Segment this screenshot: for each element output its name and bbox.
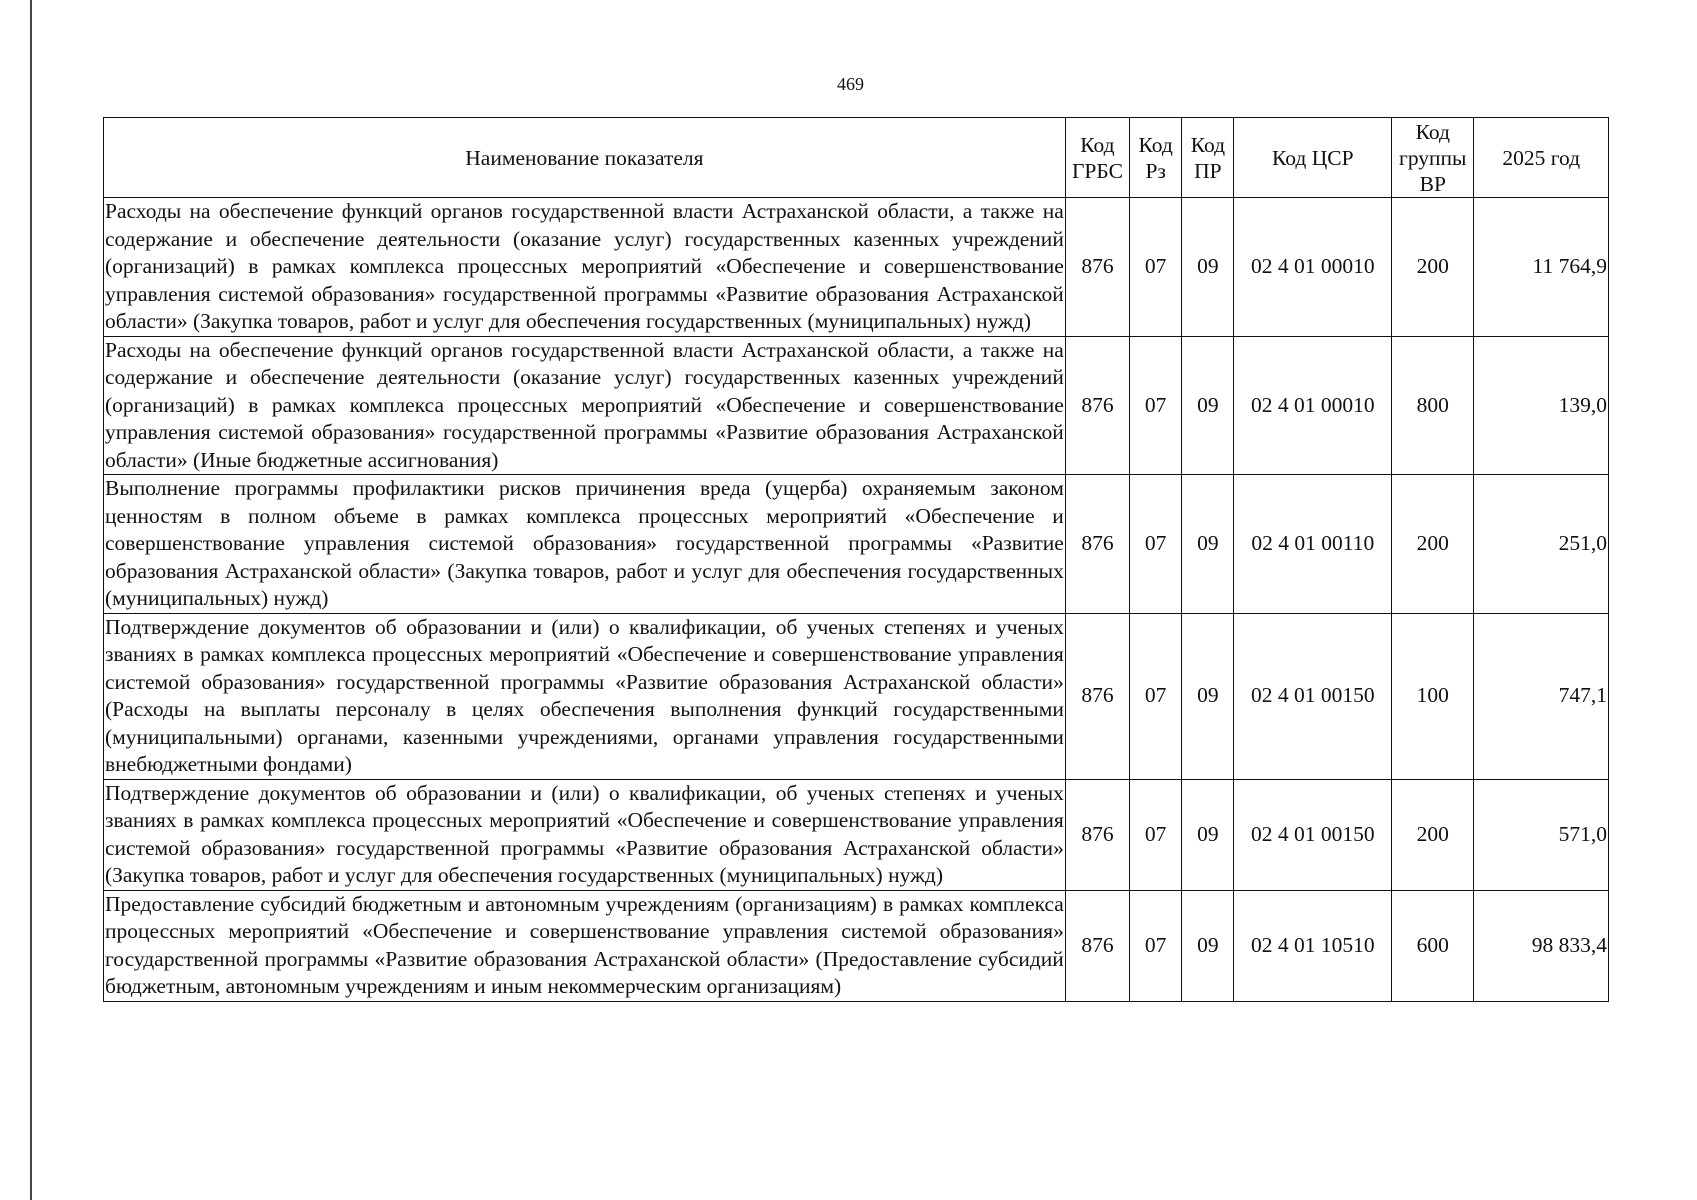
table-row <box>104 475 1609 614</box>
row-csr: 02 4 01 10510 <box>1234 890 1392 1001</box>
row-pr: 09 <box>1182 198 1234 337</box>
row-grbs: 876 <box>1065 336 1129 475</box>
header-grbs: Код ГРБС <box>1065 118 1129 198</box>
header-name: Наименование показателя <box>104 118 1066 198</box>
row-vr: 800 <box>1392 336 1474 475</box>
header-csr: Код ЦСР <box>1234 118 1392 198</box>
row-name: Выполнение программы профилактики рисков причинения вреда (ущерба) охраняемым законом ценностям в полном объеме в рамках комплекса процессных мероприятий «Обеспечение и совершенствование управления системой образования» государственной программы «Развитие образования Астраханской области» (Закупка товаров, работ и услуг для обеспечения государственных (муниципальных) нужд) <box>104 475 1066 614</box>
row-grbs: 876 <box>1065 890 1129 1001</box>
row-grbs: 876 <box>1065 198 1129 337</box>
table-row <box>104 336 1609 475</box>
row-name: Расходы на обеспечение функций органов государственной власти Астраханской области, а также на содержание и обеспечение деятельности (оказание услуг) государственных казенных учреждений (организаций) в рамках комплекса процессных мероприятий «Обеспечение и совершенствование управления системой образования» государственной программы «Развитие образования Астраханской области» (Закупка товаров, работ и услуг для обеспечения государственных (муниципальных) нужд) <box>104 198 1066 337</box>
budget-table <box>103 117 1609 1002</box>
header-year: 2025 год <box>1474 118 1609 198</box>
row-rz: 07 <box>1130 475 1182 614</box>
binding-margin-line <box>30 0 32 1200</box>
row-vr: 600 <box>1392 890 1474 1001</box>
row-name: Расходы на обеспечение функций органов государственной власти Астраханской области, а также на содержание и обеспечение деятельности (оказание услуг) государственных казенных учреждений (организаций) в рамках комплекса процессных мероприятий «Обеспечение и совершенствование управления системой образования» государственной программы «Развитие образования Астраханской области» (Иные бюджетные ассигнования) <box>104 336 1066 475</box>
table-row <box>104 779 1609 890</box>
row-rz: 07 <box>1130 890 1182 1001</box>
row-csr: 02 4 01 00150 <box>1234 779 1392 890</box>
header-rz: Код Рз <box>1130 118 1182 198</box>
row-amount: 139,0 <box>1474 336 1609 475</box>
row-pr: 09 <box>1182 336 1234 475</box>
row-pr: 09 <box>1182 779 1234 890</box>
row-rz: 07 <box>1130 198 1182 337</box>
row-amount: 11 764,9 <box>1474 198 1609 337</box>
row-name: Подтверждение документов об образовании и (или) о квалификации, об ученых степенях и ученых званиях в рамках комплекса процессных мероприятий «Обеспечение и совершенствование управления системой образования» государственной программы «Развитие образования Астраханской области» (Расходы на выплаты персоналу в целях обеспечения выполнения функций государственными (муниципальными) органами, казенными учреждениями, органами управления государственными внебюджетными фондами) <box>104 613 1066 779</box>
row-grbs: 876 <box>1065 613 1129 779</box>
row-rz: 07 <box>1130 336 1182 475</box>
table-row <box>104 198 1609 337</box>
row-vr: 200 <box>1392 779 1474 890</box>
row-rz: 07 <box>1130 613 1182 779</box>
row-csr: 02 4 01 00010 <box>1234 336 1392 475</box>
row-vr: 200 <box>1392 475 1474 614</box>
row-name: Предоставление субсидий бюджетным и автономным учреждениям (организациям) в рамках комплекса процессных мероприятий «Обеспечение и совершенствование управления системой образования» государственной программы «Развитие образования Астраханской области» (Предоставление субсидий бюджетным, автономным учреждениям и иным некоммерческим организациям) <box>104 890 1066 1001</box>
row-amount: 251,0 <box>1474 475 1609 614</box>
header-pr: Код ПР <box>1182 118 1234 198</box>
row-grbs: 876 <box>1065 475 1129 614</box>
row-vr: 100 <box>1392 613 1474 779</box>
row-rz: 07 <box>1130 779 1182 890</box>
row-amount: 571,0 <box>1474 779 1609 890</box>
row-pr: 09 <box>1182 475 1234 614</box>
row-csr: 02 4 01 00150 <box>1234 613 1392 779</box>
row-csr: 02 4 01 00010 <box>1234 198 1392 337</box>
table-row <box>104 613 1609 779</box>
row-grbs: 876 <box>1065 779 1129 890</box>
row-name: Подтверждение документов об образовании и (или) о квалификации, об ученых степенях и ученых званиях в рамках комплекса процессных мероприятий «Обеспечение и совершенствование управления системой образования» государственной программы «Развитие образования Астраханской области» (Закупка товаров, работ и услуг для обеспечения государственных (муниципальных) нужд) <box>104 779 1066 890</box>
row-amount: 98 833,4 <box>1474 890 1609 1001</box>
page-number: 469 <box>837 74 864 94</box>
header-vr: Код группы ВР <box>1392 118 1474 198</box>
row-pr: 09 <box>1182 890 1234 1001</box>
row-amount: 747,1 <box>1474 613 1609 779</box>
table-row <box>104 890 1609 1001</box>
row-pr: 09 <box>1182 613 1234 779</box>
row-vr: 200 <box>1392 198 1474 337</box>
row-csr: 02 4 01 00110 <box>1234 475 1392 614</box>
table-header-row <box>104 118 1609 198</box>
